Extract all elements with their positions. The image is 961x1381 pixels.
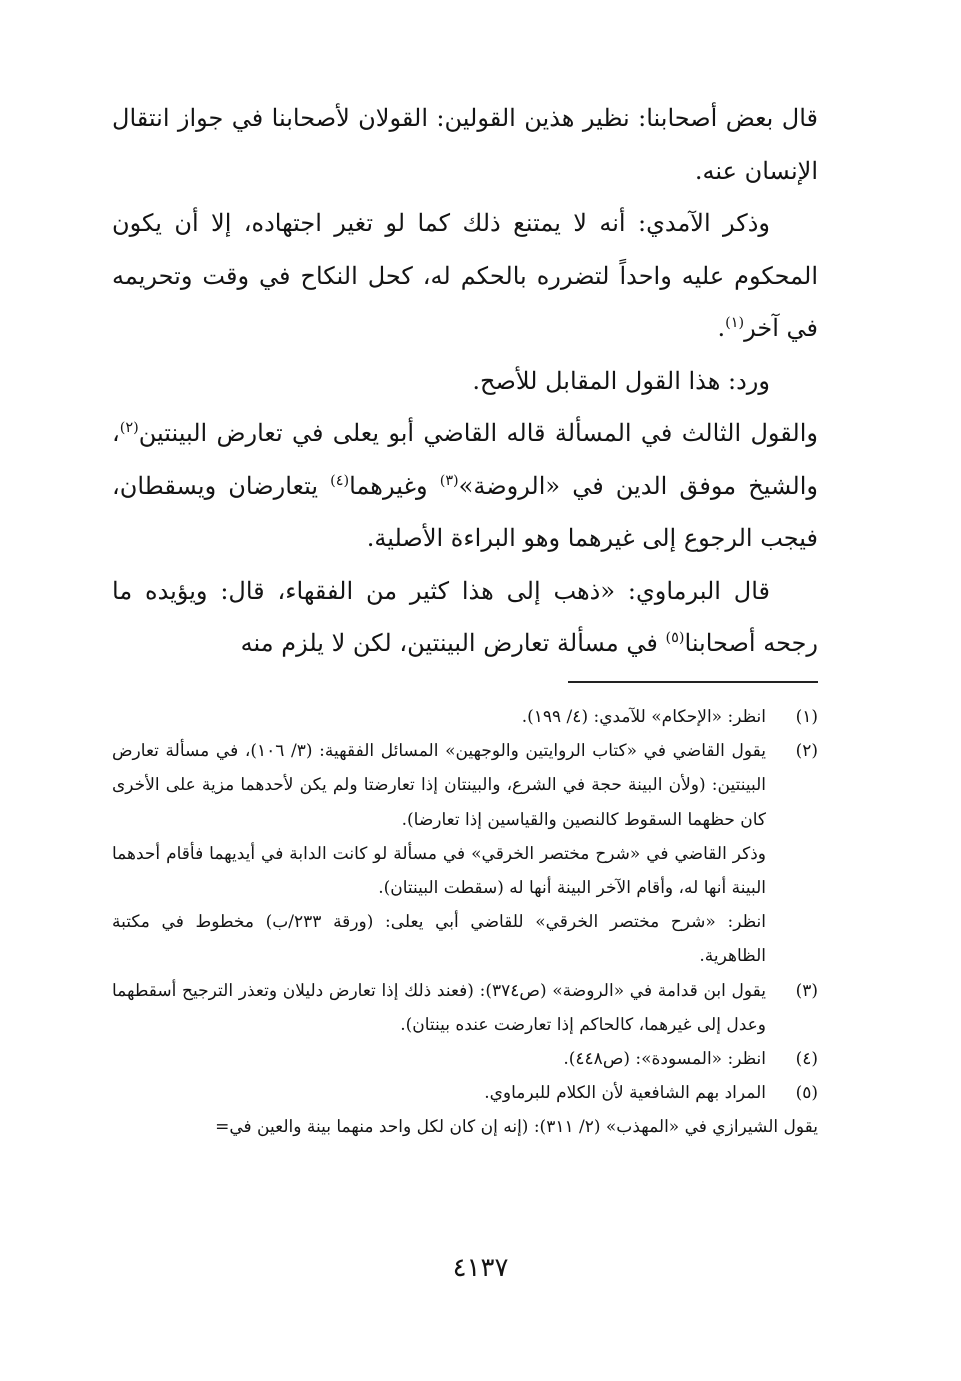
footnote-ref-3: (٣) <box>439 472 459 489</box>
footnote-ref-1: (١) <box>725 315 745 331</box>
footnote-text: انظر: «الإحكام» للآمدي: (٤/ ١٩٩). <box>521 707 766 727</box>
footnote-number: (٢) <box>795 741 818 762</box>
footnote-number: (١) <box>795 707 818 727</box>
paragraph-4-text-c: وغيرهما <box>349 471 440 500</box>
footnote-3 <box>112 974 818 1042</box>
footnote-text: انظر: «المسودة»: (ص٤٤٨). <box>563 1049 766 1070</box>
footnote-text: يقول ابن قدامة في «الروضة» (ص٣٧٤): (فعند ذلك إذا تعارض دليلان وتعذر الترجيح أسقطهما وعدل إلى غيرهما، كالحاكم إذا تعارضت عنده بينتان). <box>112 980 766 1035</box>
footnote-1 <box>112 700 818 734</box>
page-number: ٤١٣٧ <box>452 1253 509 1283</box>
footnote-number: (٤) <box>795 1049 818 1070</box>
paragraph-1-text: قال بعض أصحابنا: نظير هذين القولين: القولان لأصحابنا في جواز انتقال الإنسان عنه. <box>112 104 818 185</box>
footnote-number: (٣) <box>795 980 818 1001</box>
paragraph-1 <box>112 92 818 197</box>
paragraph-5-text-b: في مسألة تعارض البينتين، لكن لا يلزم منه <box>240 629 666 657</box>
footnote-separator <box>568 681 818 683</box>
paragraph-2 <box>112 197 818 355</box>
footnote-ref-2: (٢) <box>119 420 139 436</box>
footnote-body <box>112 974 766 1042</box>
footnote-ref-5: (٥) <box>665 630 685 646</box>
footnote-body <box>112 1076 766 1110</box>
main-text <box>112 92 818 670</box>
footnote-4 <box>112 1042 818 1076</box>
footnotes <box>112 700 818 1145</box>
footnote-2 <box>112 734 818 973</box>
paragraph-4 <box>112 407 818 565</box>
paragraph-2-end: . <box>717 314 726 342</box>
footnote-text: انظر: «شرح مختصر الخرقي» للقاضي أبي يعلى: (ورقة ٢٣٣/ب) مخطوط في مكتبة الظاهرية. <box>112 912 766 967</box>
footnote-body <box>112 700 766 734</box>
footnote-body <box>112 734 766 973</box>
footnote-body <box>112 1042 766 1076</box>
paragraph-4-text-d: يتعارضان ويسقطان، فيجب الرجوع إلى غيرهما وهو البراءة الأصلية. <box>112 471 818 552</box>
footnote-text: يقول القاضي في «كتاب الروايتين والوجهين» المسائل الفقهية: (٣/ ١٠٦)، في مسألة تعارض البينتين: (ولأن البينة حجة في الشرع، والبينتان إذا تعارضتا ولم يكن لأحدهما مزية على الأخرى كان حظهما السقوط كالنصين والقياسين إذا تعارضا). <box>112 741 767 830</box>
footnote-text: المراد بهم الشافعية لأن الكلام للبرماوي. <box>484 1083 766 1104</box>
footnote-continuation: يقول الشيرازي في «المهذب» (٢/ ٣١١): (إنه إن كان لكل واحد منهما بينة والعين في= <box>215 1117 818 1138</box>
paragraph-5 <box>112 565 818 670</box>
paragraph-3 <box>112 355 818 408</box>
footnote-5 <box>112 1076 818 1110</box>
paragraph-5-text-a: قال البرماوي: «ذهب إلى هذا كثير من الفقهاء، قال: ويؤيده ما رجحه أصحابنا <box>112 576 818 657</box>
paragraph-2-text: وذكر الآمدي: أنه لا يمتنع ذلك كما لو تغير اجتهاده، إلا أن يكون المحكوم عليه واحداً لتضرره بالحكم له، كحل النكاح في وقت وتحريمه في آخر <box>112 209 818 342</box>
footnote-ref-4: (٤) <box>330 472 350 489</box>
paragraph-4-text-b: ، والشيخ موفق الدين في «الروضة» <box>112 419 818 500</box>
paragraph-4-text-a: والقول الثالث في المسألة قاله القاضي أبو يعلى في تعارض البينتين <box>138 419 818 447</box>
paragraph-3-text: ورد: هذا القول المقابل للأصح. <box>472 366 770 395</box>
footnote-text: وذكر القاضي في «شرح مختصر الخرقي» في مسألة لو كانت الدابة في أيديهما فأقام أحدهما البينة أنها له، وأقام الآخر البينة أنها له (سقطت البينتان). <box>112 843 766 899</box>
footnote-number: (٥) <box>795 1083 818 1104</box>
